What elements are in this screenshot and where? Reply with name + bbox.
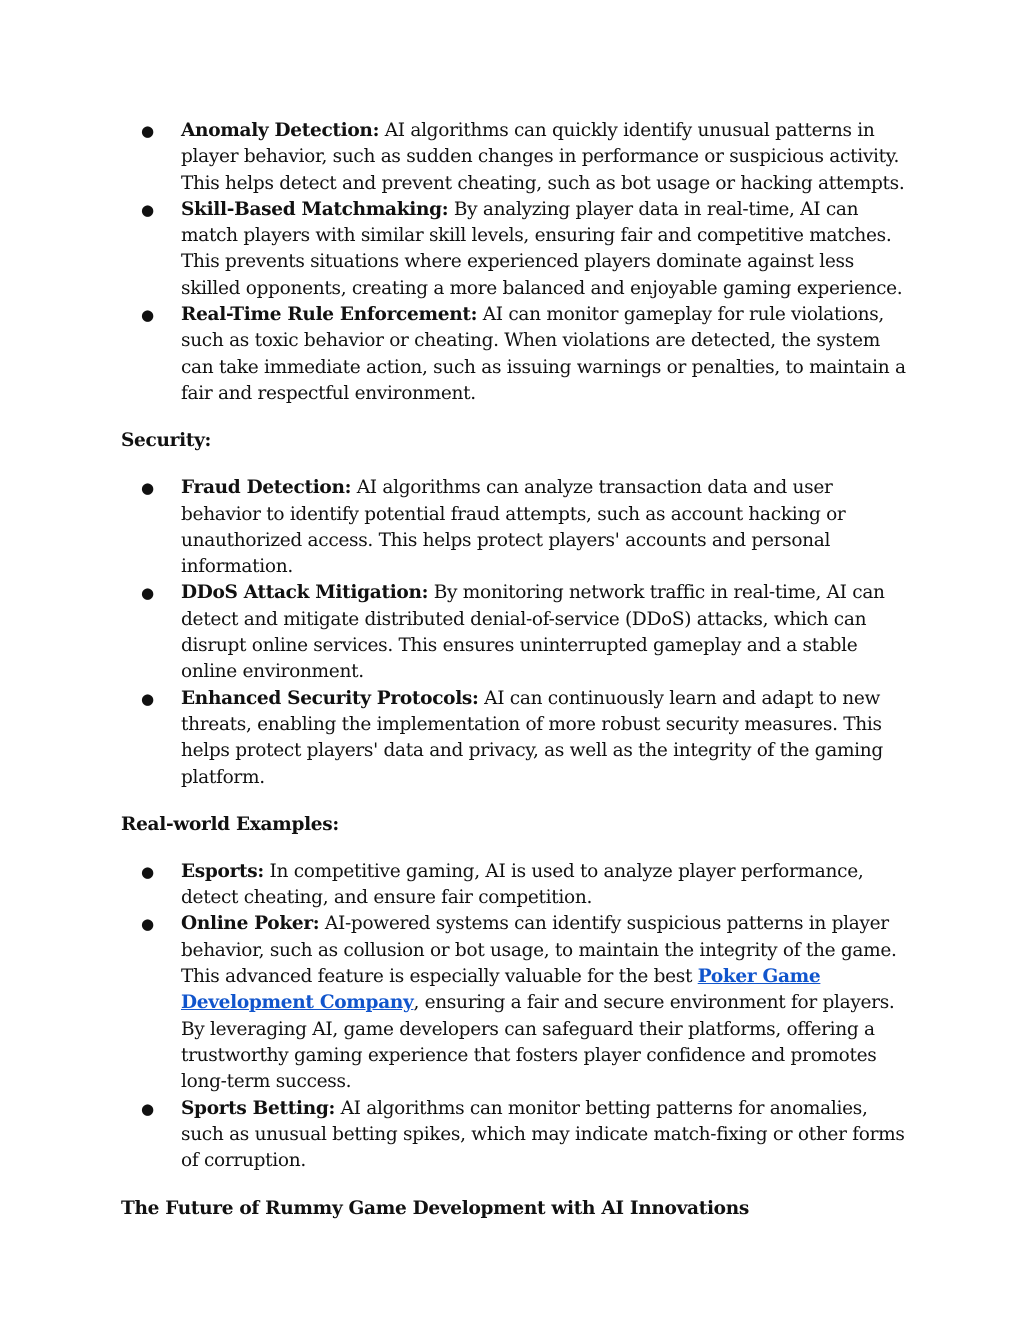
list-item-esports: [121, 859, 911, 912]
item-text-before-link: AI-powered systems can identify suspicious patterns in player behavior, such as collusion or bot usage, to maintain the integrity of the game. This advanced feature is especially valuable for the best: [181, 913, 897, 988]
future-heading: The Future of Rummy Game Development with AI Innovations: [121, 1198, 749, 1220]
item-text: In competitive gaming, AI is used to analyze player performance, detect cheating, and ensure fair competition.: [181, 860, 864, 909]
list-item-enhanced-security-protocols: [121, 686, 911, 791]
intro-bullet-list: [121, 118, 911, 407]
bullet-icon: ●: [141, 584, 154, 603]
bullet-icon: ●: [141, 689, 154, 708]
item-term: Real-Time Rule Enforcement:: [181, 304, 478, 326]
security-heading: Security:: [121, 430, 212, 452]
list-item-ddos-attack-mitigation: [121, 580, 911, 685]
list-item-anomaly-detection: [121, 118, 911, 197]
item-text-after-link: , ensuring a fair and secure environment for players. By leveraging AI, game developers can safeguard their platforms, offering a trustworthy gaming experience that fosters player confidence and promotes long-term success.: [181, 992, 895, 1093]
bullet-icon: ●: [141, 1099, 154, 1118]
list-item-fraud-detection: [121, 475, 911, 580]
bullet-icon: ●: [141, 306, 154, 325]
item-term: DDoS Attack Mitigation:: [181, 582, 429, 604]
page-content: [121, 118, 911, 1222]
bullet-icon: ●: [141, 915, 154, 934]
item-text: AI algorithms can quickly identify unusual patterns in player behavior, such as sudden changes in performance or suspicious activity. This helps detect and prevent cheating, such as bot usage or hacking attempts.: [181, 120, 905, 194]
item-text: AI algorithms can analyze transaction data and user behavior to identify potential fraud attempts, such as account hacking or unauthorized access. This helps protect players' accounts and personal information.: [181, 477, 846, 578]
examples-heading: Real-world Examples:: [121, 813, 339, 835]
item-text: By monitoring network traffic in real-time, AI can detect and mitigate distributed denial-of-service (DDoS) attacks, which can disrupt online services. This ensures uninterrupted gameplay and a stable online environment.: [181, 582, 885, 683]
item-term: Skill-Based Matchmaking:: [181, 198, 449, 220]
security-bullet-list: [121, 475, 911, 791]
list-item-sports-betting: [121, 1096, 911, 1175]
item-term: Anomaly Detection:: [181, 120, 380, 141]
list-item-real-time-rule-enforcement: [121, 302, 911, 407]
item-text: By analyzing player data in real-time, AI can match players with similar skill levels, ensuring fair and competitive matches. This prevents situations where experienced players dominate against less skilled opponents, creating a more balanced and enjoyable gaming experience.: [181, 198, 903, 299]
item-text: AI can continuously learn and adapt to new threats, enabling the implementation of more robust security measures. This helps protect players' data and privacy, as well as the integrity of the gaming platform.: [181, 687, 883, 788]
bullet-icon: ●: [141, 479, 154, 498]
item-term: Esports:: [181, 860, 264, 882]
examples-bullet-list: [121, 859, 911, 1175]
item-term: Sports Betting:: [181, 1097, 336, 1119]
bullet-icon: ●: [141, 122, 154, 140]
item-text: AI can monitor gameplay for rule violations, such as toxic behavior or cheating. When violations are detected, the system can take immediate action, such as issuing warnings or penalties, to maintain a fair and respectful environment.: [181, 304, 906, 404]
item-text: AI algorithms can monitor betting patterns for anomalies, such as unusual betting spikes, which may indicate match-fixing or other forms of corruption.: [181, 1097, 905, 1172]
list-item-online-poker: [121, 911, 911, 1095]
item-term: Fraud Detection:: [181, 477, 352, 499]
item-term: Online Poker:: [181, 913, 320, 935]
poker-game-development-company-link[interactable]: Poker Game Development Company: [181, 966, 821, 1014]
item-term: Enhanced Security Protocols:: [181, 687, 479, 709]
list-item-skill-based-matchmaking: [121, 197, 911, 302]
bullet-icon: ●: [141, 862, 154, 881]
bullet-icon: ●: [141, 200, 154, 219]
